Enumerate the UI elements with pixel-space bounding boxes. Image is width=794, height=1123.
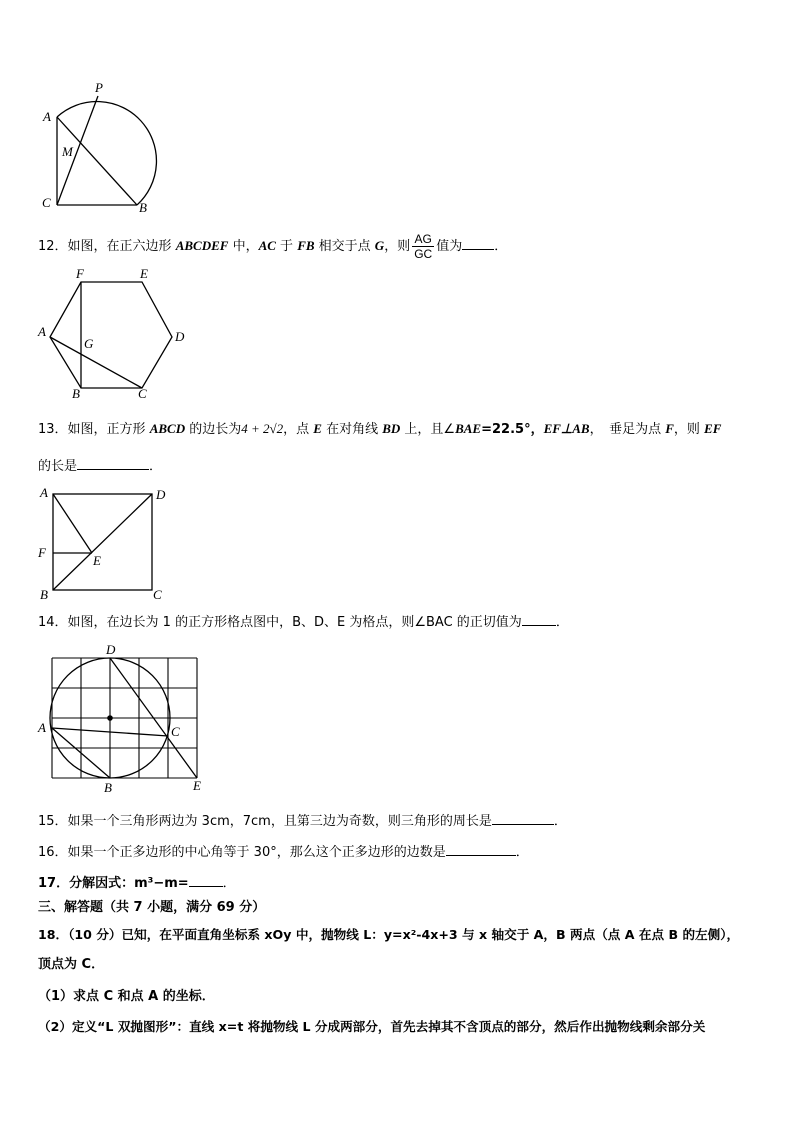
q13-end: ． xyxy=(149,459,163,474)
q13-text-6: =22.5°， xyxy=(481,422,544,437)
label-d: D xyxy=(106,642,116,657)
q13-point-e: E xyxy=(313,421,322,436)
label-e: E xyxy=(193,778,201,793)
q12-text-3: 于 xyxy=(275,239,298,254)
q17-end: ． xyxy=(222,876,236,891)
q12-segment-ac: AC xyxy=(258,238,276,253)
q14-text: 14．如图，在边长为 1 的正方形格点图中，B、D、E 为格点，则∠BAC 的正切值为 xyxy=(38,615,522,630)
q12-fraction-numerator: AG xyxy=(412,232,434,247)
label-c: C xyxy=(171,724,180,739)
q13-text-8: ，则 xyxy=(673,422,705,437)
label-b: B xyxy=(72,386,80,401)
question-17 xyxy=(38,874,236,893)
q12-segment-fb: FB xyxy=(297,238,315,253)
label-f: F xyxy=(38,545,46,560)
q15-end: ． xyxy=(553,814,567,829)
q12-text-5: ，则 xyxy=(384,239,411,254)
label-e: E xyxy=(140,266,148,281)
label-a: A xyxy=(43,109,51,124)
q13-text-5: 上，且∠ xyxy=(400,422,456,437)
q18-part-1-text: （1）求点 C 和点 A 的坐标． xyxy=(38,989,215,1004)
q12-text-6: 值为 xyxy=(436,239,463,254)
question-18-line-2 xyxy=(38,956,104,974)
q12-text-4: 相交于点 xyxy=(314,239,375,254)
q13-side-value: 4 + 2√2 xyxy=(241,421,284,436)
q13-point-f: F xyxy=(665,421,674,436)
q13-angle-bae: BAE xyxy=(455,421,482,436)
label-f: F xyxy=(76,266,84,281)
q17-answer-blank[interactable] xyxy=(189,874,223,887)
label-b: B xyxy=(139,200,147,215)
label-a: A xyxy=(38,720,46,735)
label-c: C xyxy=(42,195,51,210)
question-18-part-1 xyxy=(38,988,215,1006)
label-a: A xyxy=(40,485,48,500)
q13-diagonal-bd: BD xyxy=(382,421,401,436)
q18-line-1-text: 18．（10 分）已知，在平面直角坐标系 xOy 中，抛物线 L：y=x²-4x+3 与 x 轴交于 A，B 两点（点 A 在点 B 的左侧）， xyxy=(38,927,740,942)
question-15 xyxy=(38,812,567,831)
q13-ef-perp-ab: EF⊥AB xyxy=(543,421,590,436)
q12-text-1: 12．如图，在正六边形 xyxy=(38,239,176,254)
q13-square-name: ABCD xyxy=(149,421,186,436)
q13-segment-ef: EF xyxy=(704,421,722,436)
q14-end: ． xyxy=(555,615,569,630)
label-a: A xyxy=(38,324,46,339)
q15-text: 15．如果一个三角形两边为 3cm，7cm，且第三边为奇数，则三角形的周长是 xyxy=(38,814,492,829)
q12-end: ． xyxy=(494,239,508,254)
q12-hexagon-name: ABCDEF xyxy=(175,238,229,253)
label-d: D xyxy=(156,487,166,502)
label-c: C xyxy=(153,587,162,602)
label-c: C xyxy=(138,386,147,401)
label-b: B xyxy=(104,780,112,795)
q13-text-2: 的边长为 xyxy=(185,422,242,437)
label-g: G xyxy=(84,336,94,351)
q17-text: 17．分解因式：m³−m= xyxy=(38,876,189,891)
q13-text-3: ，点 xyxy=(283,422,314,437)
section-3-text: 三、解答题（共 7 小题，满分 69 分） xyxy=(38,900,266,915)
q12-text-2: 中， xyxy=(228,239,259,254)
q16-text: 16．如果一个正多边形的中心角等于 30°，那么这个正多边形的边数是 xyxy=(38,845,446,860)
q13-text-4: 在对角线 xyxy=(321,422,383,437)
question-18-part-2 xyxy=(38,1018,705,1036)
label-p: P xyxy=(95,80,103,95)
section-3-heading xyxy=(38,899,265,917)
q13-line-2-text: 的长是 xyxy=(38,459,78,474)
q13-text-1: 13．如图，正方形 xyxy=(38,422,150,437)
label-d: D xyxy=(175,329,185,344)
q15-answer-blank[interactable] xyxy=(492,812,554,825)
label-e: E xyxy=(93,553,101,568)
q18-line-2-text: 顶点为 C． xyxy=(38,957,105,972)
q12-point-g: G xyxy=(374,238,385,253)
q12-fraction-denominator: GC xyxy=(414,247,433,261)
label-m: M xyxy=(62,144,73,159)
q13-text-7: ， 垂足为点 xyxy=(589,422,666,437)
q18-part-2-text: （2）定义“L 双抛图形”：直线 x=t 将抛物线 L 分成两部分，首先去掉其不含顶点的部分，然后作出抛物线剩余部分关 xyxy=(38,1019,706,1034)
label-b: B xyxy=(40,587,48,602)
q16-answer-blank[interactable] xyxy=(446,843,516,856)
question-18-line-1 xyxy=(38,926,739,944)
q16-end: ． xyxy=(515,845,529,860)
question-16 xyxy=(38,843,529,862)
